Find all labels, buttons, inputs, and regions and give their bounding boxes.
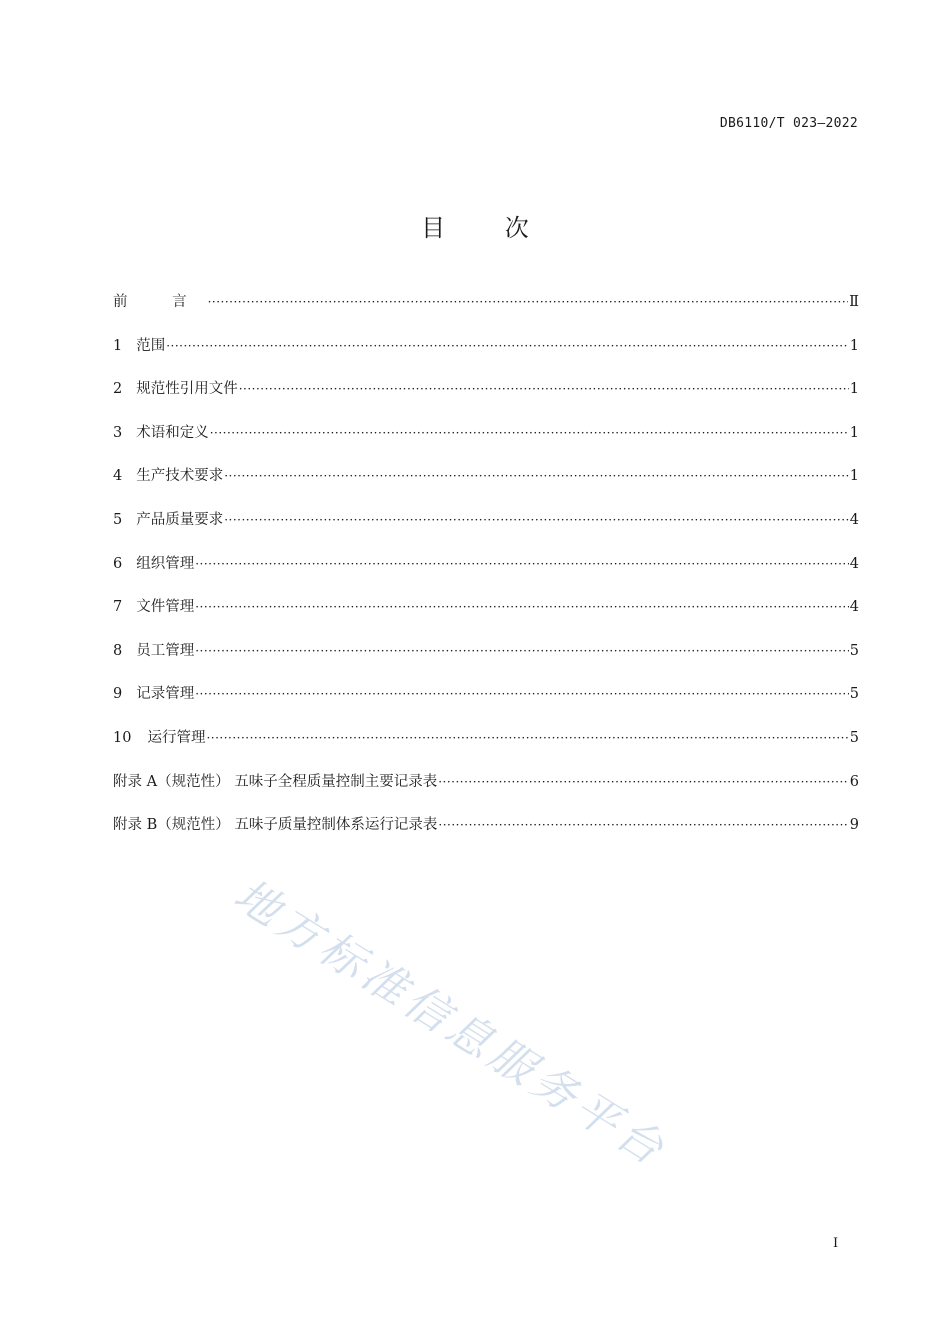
toc-entry-label: 运行管理 [147,729,206,746]
toc-leader-dots [239,381,849,397]
toc-entry-page: 5 [849,642,859,659]
toc-entry[interactable] [113,682,859,726]
toc-leader-dots [224,512,849,528]
toc-leader-dots [210,425,849,441]
toc-entry-label: 记录管理 [136,686,195,703]
toc-leader-dots [166,338,849,354]
toc-entry-page: 1 [849,337,859,354]
toc-leader-dots [438,774,849,790]
toc-entry-number: 1 [113,337,123,354]
toc-entry-page: 4 [849,511,859,528]
toc-leader-dots [195,599,849,615]
toc-entry-label: 前 言 [113,294,207,310]
toc-entry-number: 9 [113,686,123,703]
toc-entry-number: 8 [113,642,123,659]
toc-entry[interactable] [113,639,859,683]
watermark: 地方标准信息服务平台 [225,869,677,1178]
toc-entry-page: 1 [849,381,859,398]
toc-entry-label: 范围 [136,337,166,354]
toc-leader-dots [438,817,848,833]
toc-leader-dots [195,556,849,572]
toc-entry[interactable] [113,595,859,639]
toc-entry-page: 5 [849,729,859,746]
toc-entry[interactable] [113,552,859,596]
toc-entry[interactable] [113,290,859,334]
toc-entry-number: 3 [113,424,123,441]
toc-leader-dots [206,730,848,746]
toc-entry-number: 7 [113,599,123,616]
toc-entry-page: 1 [849,468,859,485]
toc-leader-dots [195,686,849,702]
toc-entry-label: 附录 B（规范性） 五味子质量控制体系运行记录表 [113,817,438,834]
toc-entry[interactable] [113,508,859,552]
toc-entry-page: Ⅱ [849,294,859,310]
toc-entry[interactable] [113,421,859,465]
document-code: DB6110/T 023—2022 [719,116,858,131]
toc-entry[interactable] [113,464,859,508]
toc-entry[interactable] [113,377,859,421]
toc-entry-page: 4 [849,599,859,616]
toc-entry-page: 5 [849,686,859,703]
toc-leader-dots [208,294,849,310]
toc-entry-number: 2 [113,381,123,398]
toc-leader-dots [195,643,849,659]
toc-entry-number: 6 [113,555,123,572]
page-number: I [833,1236,839,1251]
toc-entry-number: 4 [113,468,123,485]
toc-list [113,290,859,857]
toc-entry-page: 1 [849,424,859,441]
toc-entry[interactable] [113,334,859,378]
toc-entry-page: 6 [849,773,859,790]
toc-title: 目 次 [421,214,555,242]
toc-entry-page: 9 [849,817,859,834]
toc-entry-label: 术语和定义 [136,424,209,441]
toc-entry-label: 规范性引用文件 [136,381,238,398]
toc-entry[interactable] [113,726,859,770]
toc-entry-appendix-b[interactable] [113,813,859,857]
toc-entry-label: 产品质量要求 [136,511,224,528]
toc-entry-label: 生产技术要求 [136,468,224,485]
toc-entry-number: 10 [113,729,132,746]
toc-entry-page: 4 [849,555,859,572]
toc-leader-dots [224,468,849,484]
toc-entry-number: 5 [113,511,123,528]
toc-entry-label: 组织管理 [136,555,195,572]
toc-entry-label: 员工管理 [136,642,195,659]
toc-entry-label: 文件管理 [136,599,195,616]
toc-entry-label: 附录 A（规范性） 五味子全程质量控制主要记录表 [113,773,438,790]
toc-entry-appendix-a[interactable] [113,770,859,814]
